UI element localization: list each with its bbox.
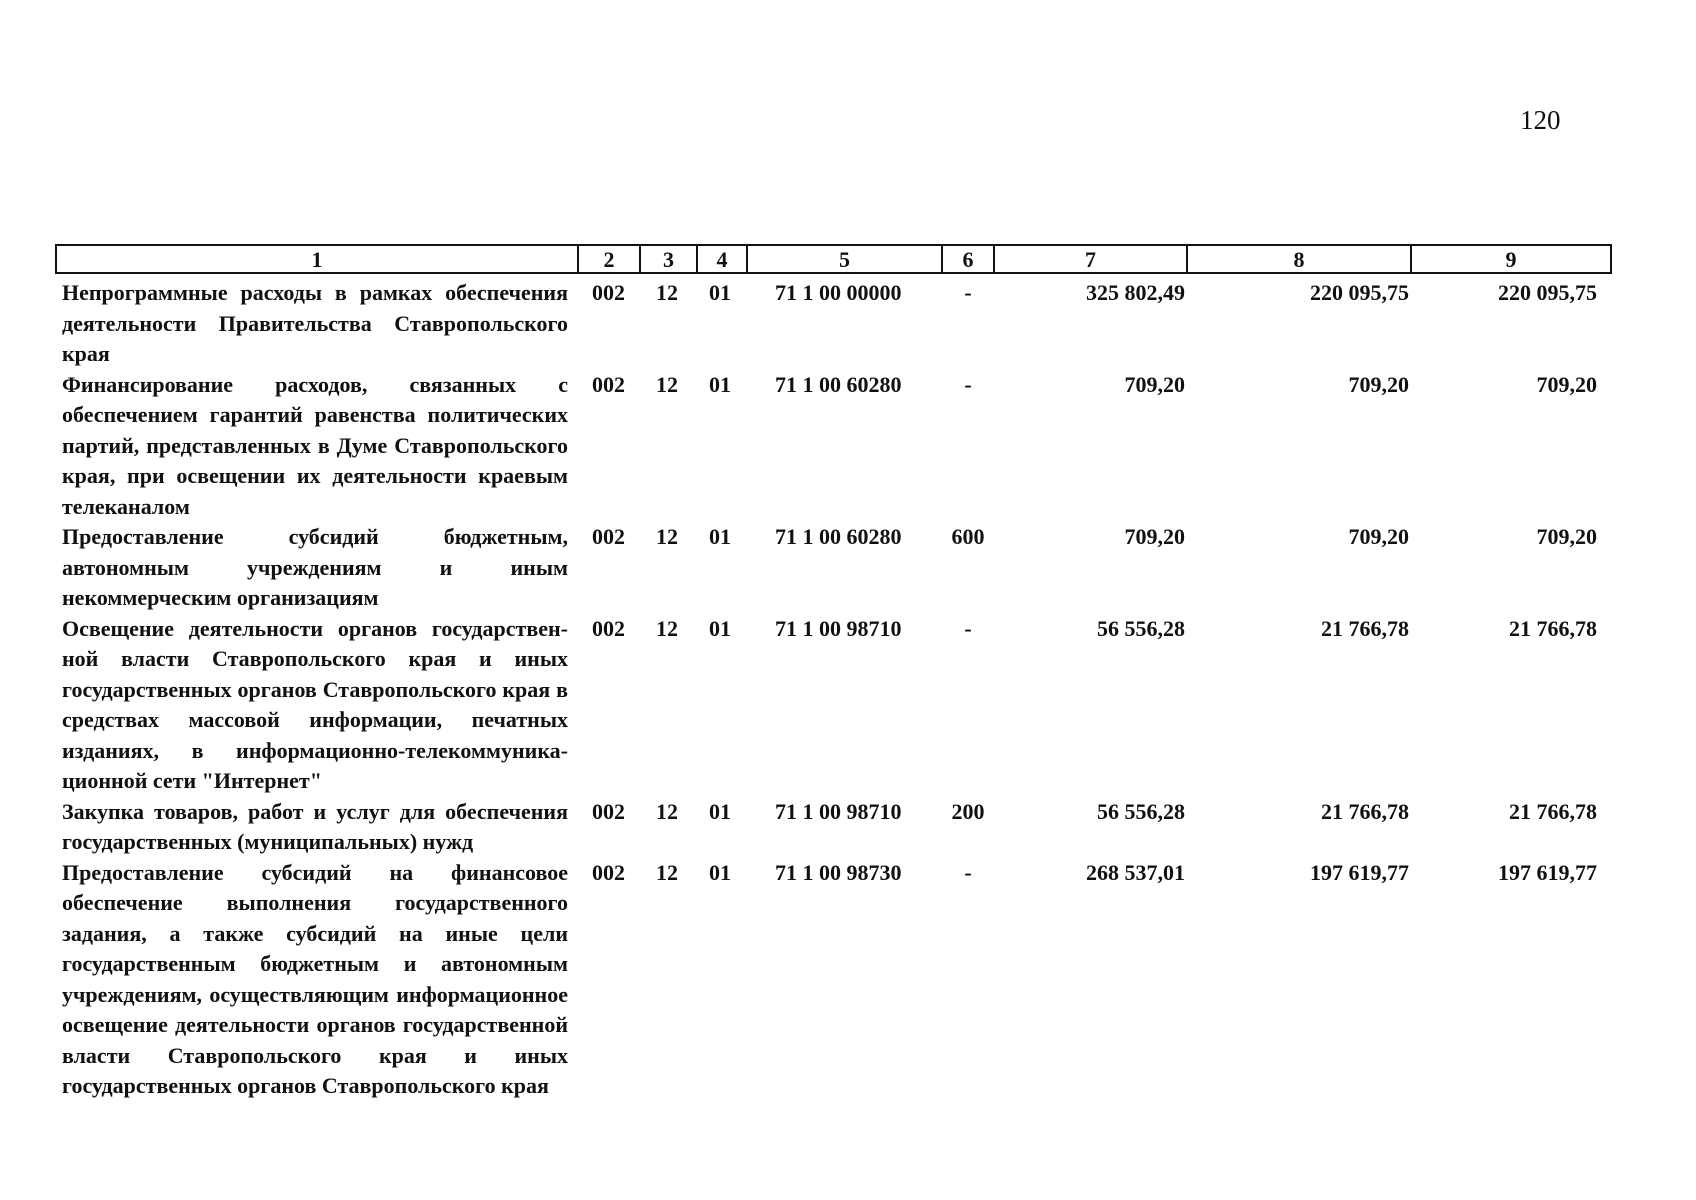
section-code: 12 xyxy=(656,524,678,549)
column-header-6: 6 xyxy=(942,245,994,273)
column-header-3: 3 xyxy=(640,245,697,273)
amount-column-7: 325 802,49 xyxy=(1086,280,1185,305)
admin-code: 002 xyxy=(592,798,625,824)
section-code: 12 xyxy=(656,859,678,885)
header-row xyxy=(56,245,1611,273)
section-code: 12 xyxy=(656,280,678,305)
amount-column-7: 56 556,28 xyxy=(1097,798,1185,824)
expense-name: Закупка товаров, работ и услуг для обеспечения государственных (муниципальных) нужд xyxy=(62,798,568,854)
target-article-code: 71 1 00 98710 xyxy=(775,615,902,641)
column-header-8: 8 xyxy=(1187,245,1411,273)
subsection-code: 01 xyxy=(709,371,731,397)
section-code: 12 xyxy=(656,798,678,824)
amount-column-9: 709,20 xyxy=(1536,524,1597,549)
amount-column-7: 709,20 xyxy=(1124,524,1185,549)
amount-column-9: 220 095,75 xyxy=(1498,280,1597,305)
expense-type-code: 200 xyxy=(951,798,985,824)
amount-column-9: 21 766,78 xyxy=(1509,615,1597,641)
amount-column-7: 268 537,01 xyxy=(1086,859,1185,885)
admin-code: 002 xyxy=(592,524,625,549)
target-article-code: 71 1 00 98730 xyxy=(775,859,902,885)
admin-code: 002 xyxy=(592,615,625,641)
expense-type-code: - xyxy=(964,859,972,885)
section-code: 12 xyxy=(656,371,678,397)
amount-column-9: 21 766,78 xyxy=(1509,798,1597,824)
table-header xyxy=(56,245,1611,273)
subsection-code: 01 xyxy=(709,524,731,549)
subsection-code: 01 xyxy=(709,859,731,885)
amount-column-8: 21 766,78 xyxy=(1321,615,1409,641)
table-row xyxy=(56,797,1611,858)
table-row xyxy=(56,522,1611,614)
table-body xyxy=(56,273,1611,1102)
column-header-4: 4 xyxy=(697,245,747,273)
table-row xyxy=(56,858,1611,1102)
admin-code: 002 xyxy=(592,859,625,885)
expense-name: Освещение деятельности органов государствен-ной власти Ставропольского края и иных государственных органов Ставропольского края в средствах массовой информации, печатных изданиях, в информационно-телекоммуника-ционной сети "Интернет" xyxy=(62,615,568,793)
amount-column-7: 56 556,28 xyxy=(1097,615,1185,641)
amount-column-8: 220 095,75 xyxy=(1310,280,1409,305)
expense-type-code: - xyxy=(964,371,972,397)
expense-type-code: - xyxy=(964,615,972,641)
table-row xyxy=(56,273,1611,370)
amount-column-8: 21 766,78 xyxy=(1321,798,1409,824)
target-article-code: 71 1 00 00000 xyxy=(775,280,902,305)
amount-column-9: 709,20 xyxy=(1536,371,1597,397)
amount-column-8: 709,20 xyxy=(1348,371,1409,397)
expense-name: Предоставление субсидий бюджетным, автономным учреждениям и иным некоммерческим организациям xyxy=(62,524,568,610)
amount-column-8: 197 619,77 xyxy=(1310,859,1409,885)
amount-column-7: 709,20 xyxy=(1124,371,1185,397)
expense-name: Финансирование расходов, связанных с обеспечением гарантий равенства политических партий, представленных в Думе Ставропольского края, при освещении их деятельности краевым телеканалом xyxy=(62,371,568,519)
expense-type-code: 600 xyxy=(951,524,985,549)
table-row xyxy=(56,370,1611,523)
target-article-code: 71 1 00 60280 xyxy=(775,371,902,397)
target-article-code: 71 1 00 60280 xyxy=(775,524,902,549)
subsection-code: 01 xyxy=(709,798,731,824)
page-number: 120 xyxy=(1520,105,1561,135)
column-header-7: 7 xyxy=(994,245,1187,273)
subsection-code: 01 xyxy=(709,615,731,641)
budget-table xyxy=(55,244,1612,1102)
column-header-9: 9 xyxy=(1411,245,1611,273)
admin-code: 002 xyxy=(592,280,625,305)
expense-name: Непрограммные расходы в рамках обеспечения деятельности Правительства Ставропольского края xyxy=(62,280,568,366)
expense-name: Предоставление субсидий на финансовое обеспечение выполнения государственного задания, а также субсидий на иные цели государственным бюджетным и автономным учреждениям, осуществляющим информационное освещение деятельности органов государственной власти Ставропольского края и иных государственных органов Ставропольского края xyxy=(62,859,568,1098)
amount-column-8: 709,20 xyxy=(1348,524,1409,549)
subsection-code: 01 xyxy=(709,280,731,305)
section-code: 12 xyxy=(656,615,678,641)
target-article-code: 71 1 00 98710 xyxy=(775,798,902,824)
column-header-1: 1 xyxy=(56,245,578,273)
expense-type-code: - xyxy=(964,280,972,305)
column-header-2: 2 xyxy=(578,245,640,273)
amount-column-9: 197 619,77 xyxy=(1498,859,1597,885)
table-row xyxy=(56,614,1611,797)
column-header-5: 5 xyxy=(747,245,942,273)
admin-code: 002 xyxy=(592,371,625,397)
